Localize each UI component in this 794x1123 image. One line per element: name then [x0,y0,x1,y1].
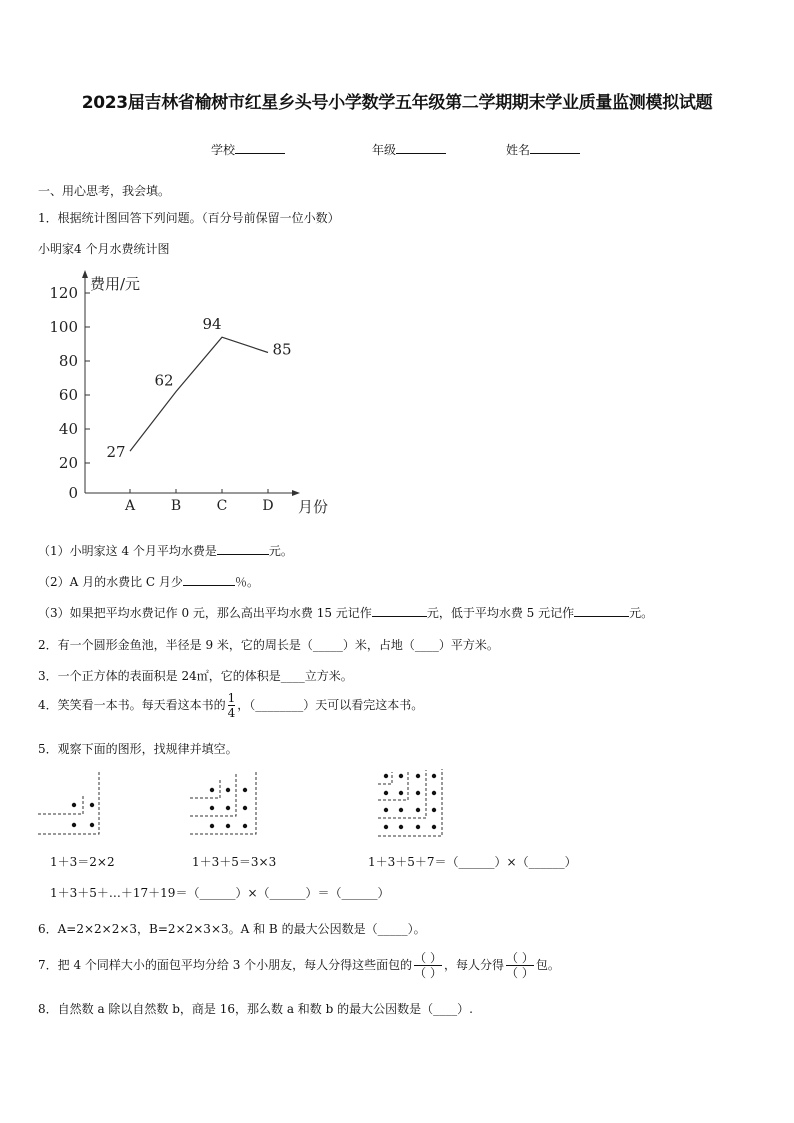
dot-pattern-4x4 [378,766,450,840]
y-tick-label: 60 [58,386,78,404]
x-tick-label: B [170,498,182,514]
data-label: 62 [154,371,174,390]
question-5: 5．观察下面的图形，找规律并填空。 [38,742,238,756]
chart-axes [82,270,300,496]
x-tick-label: A [124,498,136,514]
q1-2-text: （2）A 月的水费比 C 月少 [38,575,183,589]
section-heading: 一、用心思考，我会填。 [38,184,171,198]
q1-1-unit: 元。 [268,544,293,558]
y-axis-arrow [82,270,88,278]
y-tick-label: 80 [58,352,78,370]
q1-3-text-a: （3）如果把平均水费记作 0 元，那么高出平均水费 15 元记作 [38,606,372,620]
equation-3: 1＋3＋5＋7＝（______）×（______） [368,855,577,869]
school-field[interactable] [211,141,285,158]
q4-fraction [228,691,236,720]
q1-2-unit: ％。 [234,575,259,589]
question-1: 1．根据统计图回答下列问题。（百分号前保留一位小数） [38,211,340,225]
y-tick-label: 20 [58,454,78,472]
chart-caption: 小明家4 个月水费统计图 [38,242,170,256]
question-2: 2．有一个圆形金鱼池，半径是 9 米，它的周长是（_____）米，占地（____）平方米。 [38,638,499,652]
question-3: 3．一个正方体的表面积是 24㎡，它的体积是____立方米。 [38,669,353,683]
q7-fraction-1[interactable]: $\frac{( )}{( )}$ [414,951,442,980]
question-7 [38,951,560,980]
x-axis-label: 月份 [298,498,329,516]
q1-1-text: （1）小明家这 4 个月平均水费是 [38,544,217,558]
y-tick-label: 120 [49,284,78,302]
dot-pattern-3x3 [190,768,270,840]
dot-pattern-2x2 [38,768,108,838]
fraction-denominator: 4 [227,706,236,720]
series-line [130,337,268,451]
equation-2: 1＋3＋5＝3×3 [192,855,277,869]
water-fee-line-chart [40,265,350,520]
x-tick-label: C [216,498,228,514]
question-1-3 [38,604,653,621]
data-label: 94 [202,315,222,334]
x-axis-arrow [292,490,300,496]
name-blank[interactable] [530,141,580,154]
q1-3-blank-a[interactable] [372,604,427,617]
q1-1-blank[interactable] [217,542,269,555]
y-tick-label: 0 [68,484,78,502]
y-tick-label: 100 [49,318,78,336]
q1-2-blank[interactable] [183,573,235,586]
q7-fraction-2[interactable]: $\frac{( )}{( )}$ [506,951,534,980]
q4-text-post: ，（________）天可以看完这本书。 [237,698,424,712]
q7-text-pre: 7．把 4 个同样大小的面包平均分给 3 个小朋友，每人分得这些面包的 [38,958,413,972]
q1-3-text-b: 元，低于平均水费 5 元记作 [426,606,575,620]
q7-text-post: 包。 [535,958,560,972]
name-label: 姓名 [506,143,531,157]
question-1-1 [38,542,293,559]
x-tick-label: D [262,498,274,514]
equation-1: 1＋3＝2×2 [50,855,115,869]
question-4 [38,691,423,720]
data-label: 27 [106,443,126,462]
q7-text-mid: ，每人分得 [444,958,505,972]
y-tick-label: 40 [58,420,78,438]
data-label: 85 [272,340,292,359]
fraction-numerator: 1 [227,691,236,705]
school-blank[interactable] [235,141,285,154]
question-6: 6．A=2×2×2×3，B=2×2×3×3。A 和 B 的最大公因数是（_____）。 [38,922,426,936]
grade-label: 年级 [372,143,397,157]
grade-blank[interactable] [396,141,446,154]
q4-text-pre: 4．笑笑看一本书。每天看这本书的 [38,698,226,712]
q1-3-text-c: 元。 [629,606,654,620]
question-1-2 [38,573,259,590]
grade-field[interactable] [372,141,446,158]
question-8: 8．自然数 a 除以自然数 b，商是 16，那么数 a 和数 b 的最大公因数是（____）. [38,1002,473,1016]
y-axis-label: 费用/元 [90,275,141,293]
school-label: 学校 [211,143,236,157]
equation-4: 1＋3＋5＋…＋17＋19＝（______）×（______）＝（______） [50,886,390,900]
name-field[interactable] [506,141,580,158]
q1-3-blank-b[interactable] [574,604,629,617]
page-title: 2023届吉林省榆树市红星乡头号小学数学五年级第二学期期末学业质量监测模拟试题 [81,93,713,113]
